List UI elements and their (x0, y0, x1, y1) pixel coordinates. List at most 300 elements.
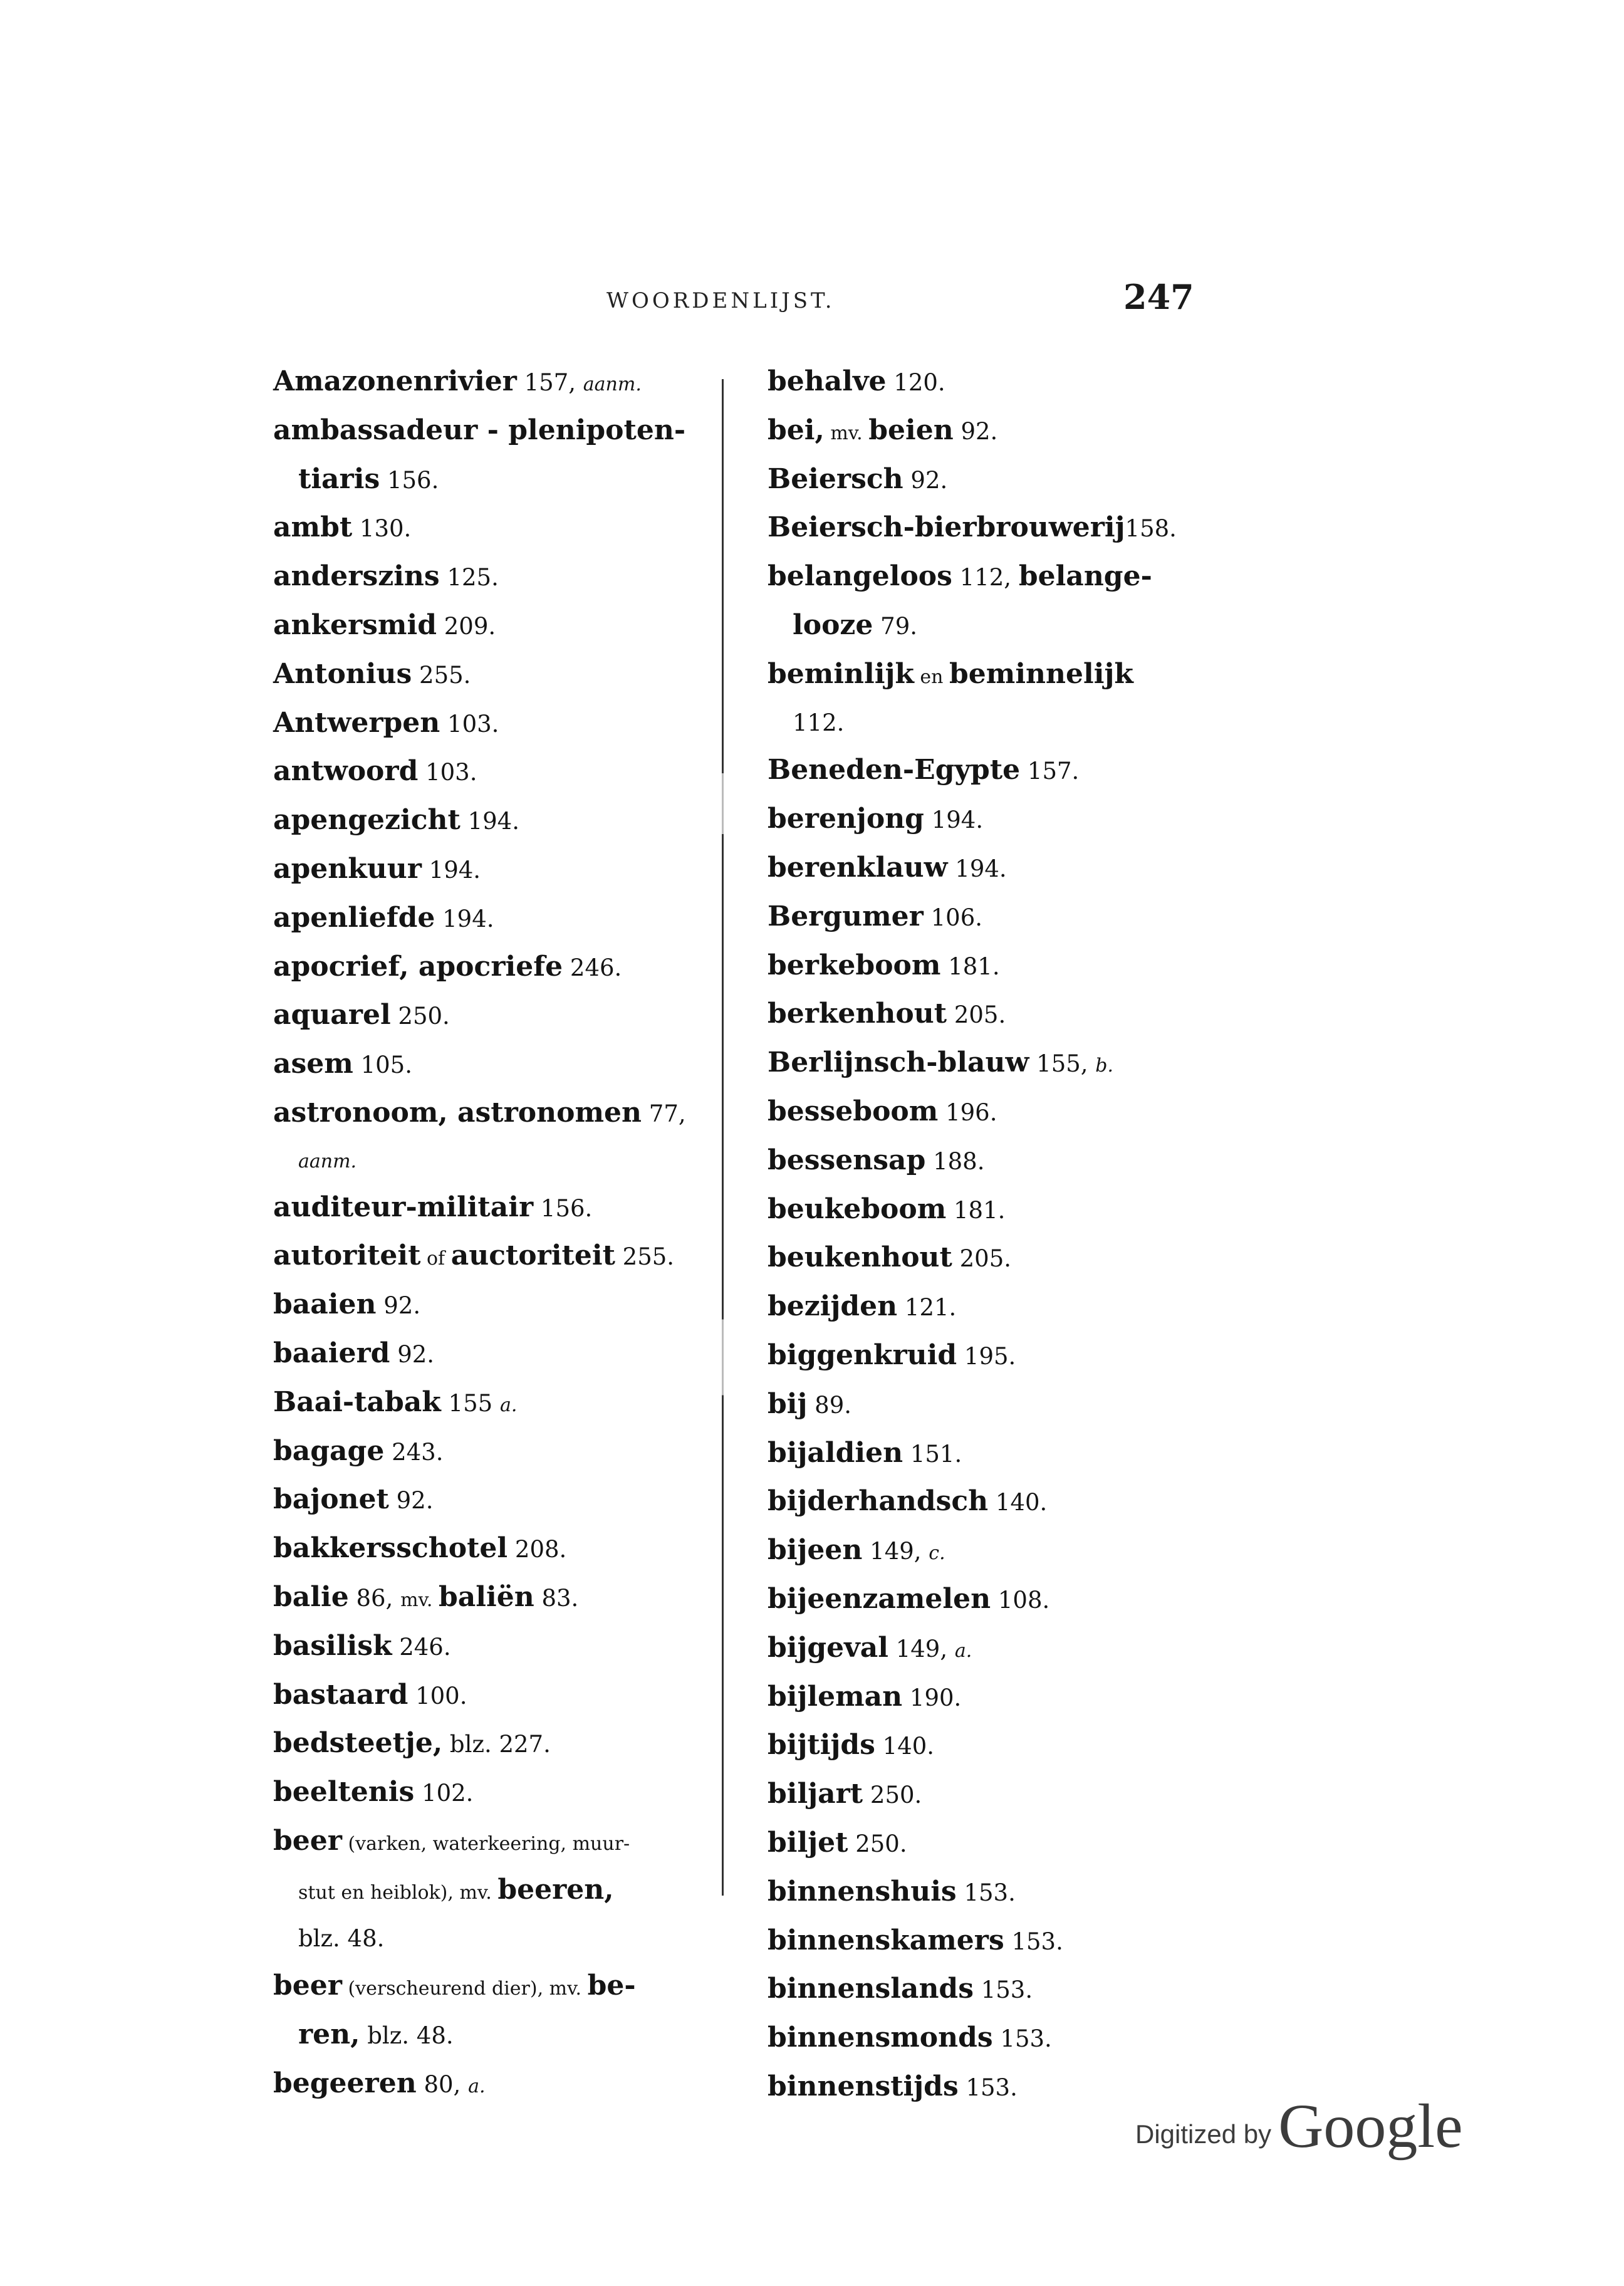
entry-headword: bei, (768, 414, 825, 446)
entry-headword: berkeboom (768, 949, 941, 981)
entry-page-ref: 250. (863, 1782, 922, 1809)
entry-page-ref: 103. (440, 710, 499, 738)
entry-page-ref: 130. (352, 515, 412, 543)
entry-page-ref: 77, (642, 1100, 686, 1127)
entry-gloss: mv. (824, 422, 869, 444)
index-entry (768, 360, 1200, 409)
entry-headword: apocrief, apocriefe (273, 950, 563, 983)
entry-headword: binnenshuis (768, 1875, 957, 1908)
entry-headword: basilisk (273, 1629, 392, 1662)
entry-headword: Berlijnsch-blauw (768, 1046, 1029, 1079)
entry-page-ref: 79. (873, 612, 917, 640)
entry-page-ref: 153. (958, 2074, 1018, 2101)
index-entry (768, 1041, 1200, 1090)
entry-line (273, 1629, 451, 1662)
entry-page-ref: 194. (435, 905, 494, 932)
entry-note: a. (499, 1394, 518, 1416)
entry-headword: auctoriteit (450, 1240, 615, 1272)
entry-line (768, 1387, 852, 1420)
index-entry (768, 653, 1200, 749)
entry-headword: Antonius (273, 657, 412, 690)
entry-line (768, 2022, 1052, 2054)
entry-headword: binnenskamers (768, 1924, 1004, 1956)
index-entry (768, 1090, 1200, 1139)
entry-line (768, 1436, 962, 1469)
index-entry (768, 1285, 1200, 1334)
entry-page-ref: 89. (807, 1391, 852, 1419)
entry-line (768, 1339, 1016, 1371)
entry-note: b. (1095, 1055, 1114, 1077)
entry-page-ref: 149, (888, 1635, 955, 1662)
index-entry (273, 1043, 705, 1092)
entry-page-ref: 195. (957, 1342, 1016, 1370)
entry-headword: Beneden-Egypte (768, 754, 1021, 786)
index-entry (768, 1919, 1200, 1968)
index-entry (768, 1578, 1200, 1627)
entry-line (768, 851, 1007, 884)
index-entry (768, 749, 1200, 798)
entry-page-ref: 158. (1125, 515, 1177, 543)
index-entry (768, 1139, 1200, 1188)
entry-page-ref: 194. (924, 806, 984, 834)
entry-page-ref: 92. (376, 1292, 421, 1320)
entry-continuation (273, 458, 705, 507)
entry-headword: astronoom, astronomen (273, 1096, 642, 1129)
entry-line (273, 1824, 630, 1857)
entry-line (768, 462, 948, 495)
entry-line (768, 1826, 907, 1859)
entry-headword: beer (273, 1824, 342, 1857)
index-entry (273, 848, 705, 897)
index-entry (768, 1773, 1200, 1822)
index-entry (768, 798, 1200, 847)
entry-page-ref: 108. (991, 1586, 1050, 1614)
index-entry (273, 897, 705, 946)
index-entry (768, 1724, 1200, 1773)
entry-headword: beer (273, 1970, 342, 2002)
entry-line (273, 1483, 434, 1516)
entry-line (768, 657, 1133, 690)
index-entry (273, 1234, 705, 1283)
index-entry (768, 555, 1200, 653)
entry-line (273, 1337, 435, 1369)
entry-headword: bastaard (273, 1678, 409, 1711)
column-divider (722, 379, 724, 1896)
index-entry (273, 1674, 705, 1723)
entry-line (768, 1095, 997, 1127)
entry-line (768, 1973, 1033, 2005)
page-number: 247 (1123, 277, 1194, 317)
index-entry (273, 506, 705, 555)
entry-line (273, 1386, 518, 1418)
index-entry (768, 1236, 1200, 1285)
entry-page-ref: 103. (418, 759, 477, 786)
entry-page-ref: 156. (380, 466, 439, 494)
entry-page-ref: 112, (952, 564, 1019, 592)
index-entry (273, 1186, 705, 1235)
index-entry (273, 1332, 705, 1381)
index-entry (273, 1381, 705, 1430)
entry-headword: beminnelijk (949, 657, 1133, 690)
index-entry (768, 1871, 1200, 1919)
index-entry (273, 1283, 705, 1332)
entry-gloss: (verscheurend dier), mv. (341, 1978, 588, 2000)
entry-line (768, 1534, 945, 1567)
entry-line (768, 414, 998, 446)
index-entry (273, 1722, 705, 1771)
index-entry (768, 458, 1200, 507)
entry-page-ref: 100. (408, 1682, 467, 1709)
index-entry (273, 555, 705, 604)
entry-line (273, 1776, 474, 1808)
entry-headword: bij (768, 1387, 808, 1420)
entry-headword: bessensap (768, 1144, 926, 1176)
entry-gloss: en (914, 665, 950, 688)
entry-page-ref: 140. (875, 1733, 935, 1760)
entry-line (273, 804, 519, 837)
entry-line (273, 1970, 636, 2002)
entry-page-ref: 112. (793, 709, 845, 736)
entry-line (273, 1678, 467, 1711)
entry-page-ref: 157, (516, 369, 583, 396)
entry-page-ref: 194. (947, 855, 1007, 882)
index-entry (273, 1820, 705, 1965)
entry-page-ref: 155, (1029, 1050, 1096, 1078)
entry-headword: belange- (1018, 560, 1152, 593)
entry-line (768, 1729, 935, 1761)
entry-headword: beminlijk (768, 657, 914, 690)
index-entry (768, 2017, 1200, 2065)
entry-headword: bajonet (273, 1483, 389, 1516)
entry-line (273, 1727, 551, 1760)
index-entry (768, 993, 1200, 1041)
entry-line (273, 2067, 486, 2099)
entry-page-ref: 246. (563, 954, 622, 981)
entry-page-ref: 92. (903, 466, 948, 494)
entry-headword: belangeloos (768, 560, 952, 593)
entry-page-ref: 92. (390, 1340, 435, 1368)
entry-gloss: of (420, 1248, 451, 1270)
entry-note: a. (468, 2075, 486, 2097)
watermark-google-logo: Google (1278, 2091, 1463, 2161)
entry-note: a. (954, 1639, 972, 1662)
entry-line (273, 1288, 421, 1321)
entry-note: c. (929, 1542, 945, 1565)
entry-headword: bijgeval (768, 1631, 888, 1664)
entry-line (273, 1580, 579, 1613)
entry-page-ref: 255. (615, 1243, 675, 1271)
entry-page-ref: 153. (973, 1976, 1033, 2004)
entry-page-ref: blz. 227. (442, 1731, 551, 1758)
entry-page-ref: 250. (390, 1003, 450, 1030)
entry-page-ref: 205. (947, 1001, 1006, 1029)
index-entry (273, 750, 705, 799)
entry-page-ref: 209. (436, 612, 496, 640)
entry-gloss: (varken, waterkeering, muur- (341, 1832, 630, 1855)
entry-page-ref: 250. (848, 1830, 907, 1857)
entry-headword: baaierd (273, 1337, 390, 1369)
entry-page-ref: 151. (903, 1440, 962, 1468)
entry-line (768, 1924, 1063, 1956)
entry-line (273, 999, 450, 1031)
index-entry (768, 895, 1200, 944)
entry-line (768, 803, 984, 835)
entry-headword: bijaldien (768, 1436, 903, 1469)
index-entry (768, 409, 1200, 458)
entry-line (768, 1046, 1114, 1079)
index-entry (273, 946, 705, 994)
entry-page-ref: 83. (534, 1584, 579, 1612)
entry-headword: Amazonenrivier (273, 365, 517, 397)
entry-headword: antwoord (273, 755, 419, 788)
entry-line (768, 1778, 922, 1810)
entry-page-ref: 157. (1020, 758, 1080, 785)
entry-line (768, 949, 1000, 981)
entry-headword: biljet (768, 1826, 848, 1859)
index-entry (273, 1625, 705, 1674)
entry-page-ref: 194. (421, 856, 481, 884)
entry-line (273, 706, 499, 739)
running-head: WOORDENLIJST. (606, 288, 835, 313)
entry-headword: ren, (298, 2018, 360, 2051)
entry-page-ref: 106. (923, 904, 983, 931)
entry-page-ref: 208. (508, 1536, 567, 1563)
index-entry (273, 702, 705, 751)
entry-line (273, 1434, 444, 1467)
entry-page-ref: 190. (902, 1684, 962, 1711)
entry-line (768, 998, 1006, 1030)
entry-note: aanm. (583, 373, 642, 395)
entry-page-ref: 255. (412, 661, 471, 689)
entry-line (768, 1875, 1016, 1908)
entry-line (273, 755, 477, 788)
entry-headword: besseboom (768, 1095, 939, 1127)
entry-headword: ambt (273, 511, 353, 544)
watermark-digitized: Digitized by (1135, 2119, 1272, 2149)
index-entry (273, 1527, 705, 1576)
index-entry (273, 409, 705, 507)
entry-page-ref: 140. (988, 1489, 1048, 1516)
index-entry (273, 1478, 705, 1527)
entry-page-ref: 102. (414, 1780, 474, 1807)
entry-page-ref: 92. (388, 1487, 434, 1515)
entry-line (273, 365, 642, 397)
entry-page-ref: 149, (862, 1538, 929, 1565)
index-entry (768, 847, 1200, 895)
entry-headword: baaien (273, 1288, 377, 1321)
index-entry (768, 506, 1200, 555)
entry-gloss: mv. (400, 1589, 439, 1611)
entry-page-ref: 105. (353, 1052, 412, 1079)
entry-headword: be- (587, 1970, 636, 2002)
entry-continuation (273, 1918, 705, 1965)
entry-headword: bezijden (768, 1290, 898, 1323)
entry-line (273, 1240, 675, 1272)
entry-line (768, 754, 1080, 786)
entry-page-ref: 205. (952, 1245, 1012, 1273)
entry-line (768, 511, 1177, 544)
entry-page-ref: 92. (953, 417, 998, 445)
entry-page-ref: 155 (440, 1389, 500, 1417)
index-entry (273, 653, 705, 702)
entry-continuation (768, 604, 1200, 653)
index-entry (768, 1529, 1200, 1578)
entry-headword: looze (793, 608, 873, 641)
entry-gloss: stut en heiblok), mv. (298, 1881, 498, 1904)
entry-page-ref: 153. (1004, 1928, 1063, 1955)
entry-page-ref: 188. (925, 1147, 985, 1175)
entry-line (768, 1680, 962, 1713)
entry-line (273, 560, 499, 593)
entry-headword: apenliefde (273, 901, 435, 934)
entry-page-ref: 243. (384, 1438, 444, 1466)
index-entry (768, 1334, 1200, 1383)
index-entry (768, 1383, 1200, 1432)
entry-line (768, 365, 945, 397)
entry-continuation (273, 1140, 705, 1186)
google-watermark (1135, 2090, 1463, 2162)
entry-continuation (768, 702, 1200, 749)
entry-headword: ambassadeur - plenipoten- (273, 414, 686, 446)
entry-page-ref: 80, (416, 2070, 469, 2098)
entry-page-ref: 194. (460, 808, 519, 835)
entry-line (273, 950, 622, 983)
entry-line (273, 1191, 593, 1223)
index-entry (768, 1480, 1200, 1529)
entry-page-ref: 125. (439, 564, 499, 592)
entry-headword: autoriteit (273, 1240, 421, 1272)
entry-headword: apengezicht (273, 804, 461, 837)
entry-page-ref: 181. (940, 953, 1000, 980)
entry-headword: auditeur-militair (273, 1191, 534, 1223)
entry-page-ref: 246. (392, 1633, 451, 1661)
index-entry (768, 1627, 1200, 1676)
entry-headword: binnenstijds (768, 2070, 959, 2102)
entry-line (273, 1532, 567, 1565)
entry-headword: aquarel (273, 999, 391, 1031)
entry-line (273, 414, 686, 446)
entry-headword: berkenhout (768, 998, 947, 1030)
index-entry (768, 1822, 1200, 1871)
entry-line (768, 1144, 985, 1176)
entry-page-ref: blz. 48. (298, 1924, 385, 1952)
entry-headword: bijderhandsch (768, 1485, 989, 1518)
entry-page-ref: 196. (938, 1099, 997, 1126)
index-entry (273, 1771, 705, 1820)
index-entry (273, 1965, 705, 2062)
index-column-left (273, 360, 705, 2111)
index-entry (273, 2062, 705, 2111)
index-entry (273, 1092, 705, 1186)
entry-line (768, 1241, 1012, 1274)
entry-headword: Beiersch-bierbrouwerij (768, 511, 1125, 544)
entry-headword: binnenslands (768, 1973, 974, 2005)
entry-note: aanm. (298, 1150, 357, 1172)
entry-line (768, 1290, 957, 1323)
entry-headword: Bergumer (768, 900, 924, 932)
entry-headword: begeeren (273, 2067, 417, 2099)
entry-headword: bijeen (768, 1534, 863, 1567)
entry-line (273, 901, 494, 934)
index-entry (273, 360, 705, 409)
entry-headword: beien (868, 414, 954, 446)
entry-headword: bijtijds (768, 1729, 875, 1761)
entry-line (273, 1096, 686, 1129)
entry-headword: tiaris (298, 462, 380, 495)
index-entry (273, 604, 705, 653)
entry-headword: bagage (273, 1434, 385, 1467)
index-entry (273, 1430, 705, 1479)
entry-line (273, 511, 412, 544)
entry-headword: bakkersschotel (273, 1532, 508, 1565)
entry-page-ref: 120. (886, 369, 945, 396)
index-entry (768, 944, 1200, 993)
entry-headword: beeltenis (273, 1776, 415, 1808)
entry-headword: biggenkruid (768, 1339, 957, 1371)
entry-line (768, 1631, 972, 1664)
index-column-right (768, 360, 1200, 2114)
entry-headword: berenjong (768, 803, 924, 835)
entry-line (273, 657, 471, 690)
entry-page-ref: 153. (992, 2025, 1052, 2053)
entry-headword: bijleman (768, 1680, 903, 1713)
entry-headword: Baai-tabak (273, 1386, 441, 1418)
entry-line (768, 1485, 1048, 1518)
index-entry (768, 1432, 1200, 1481)
entry-page-ref: 181. (946, 1196, 1006, 1224)
entry-headword: apenkuur (273, 852, 422, 885)
entry-headword: anderszins (273, 560, 440, 593)
entry-line (768, 1193, 1006, 1225)
entry-page-ref: 121. (897, 1294, 957, 1322)
entry-headword: balie (273, 1580, 349, 1613)
entry-headword: beeren, (497, 1873, 614, 1906)
entry-headword: ankersmid (273, 608, 437, 641)
entry-continuation (273, 2013, 705, 2062)
index-entry (273, 1576, 705, 1625)
entry-line (273, 852, 481, 885)
entry-line (768, 2070, 1018, 2102)
entry-headword: bedsteetje, (273, 1727, 443, 1760)
index-entry (768, 1188, 1200, 1237)
entry-line (768, 1582, 1050, 1615)
entry-headword: biljart (768, 1778, 863, 1810)
entry-page-ref: blz. 48. (360, 2022, 454, 2050)
entry-line (768, 900, 983, 932)
entry-headword: bijeenzamelen (768, 1582, 991, 1615)
entry-headword: behalve (768, 365, 887, 397)
entry-headword: binnensmonds (768, 2022, 993, 2054)
entry-headword: Beiersch (768, 462, 903, 495)
entry-page-ref: 86, (348, 1584, 401, 1612)
entry-headword: Antwerpen (273, 706, 440, 739)
index-entry (768, 1676, 1200, 1725)
entry-headword: beukenhout (768, 1241, 952, 1274)
entry-continuation (273, 1869, 705, 1918)
entry-headword: beukeboom (768, 1193, 947, 1225)
entry-headword: berenklauw (768, 851, 948, 884)
entry-line (273, 608, 496, 641)
entry-page-ref: 153. (956, 1879, 1016, 1906)
index-entry (273, 994, 705, 1043)
entry-headword: asem (273, 1048, 353, 1080)
index-entry (768, 1968, 1200, 2017)
index-entry (273, 799, 705, 848)
entry-page-ref: 156. (533, 1194, 593, 1222)
entry-line (273, 1048, 412, 1080)
entry-headword: baliën (439, 1580, 534, 1613)
entry-line (768, 560, 1152, 593)
